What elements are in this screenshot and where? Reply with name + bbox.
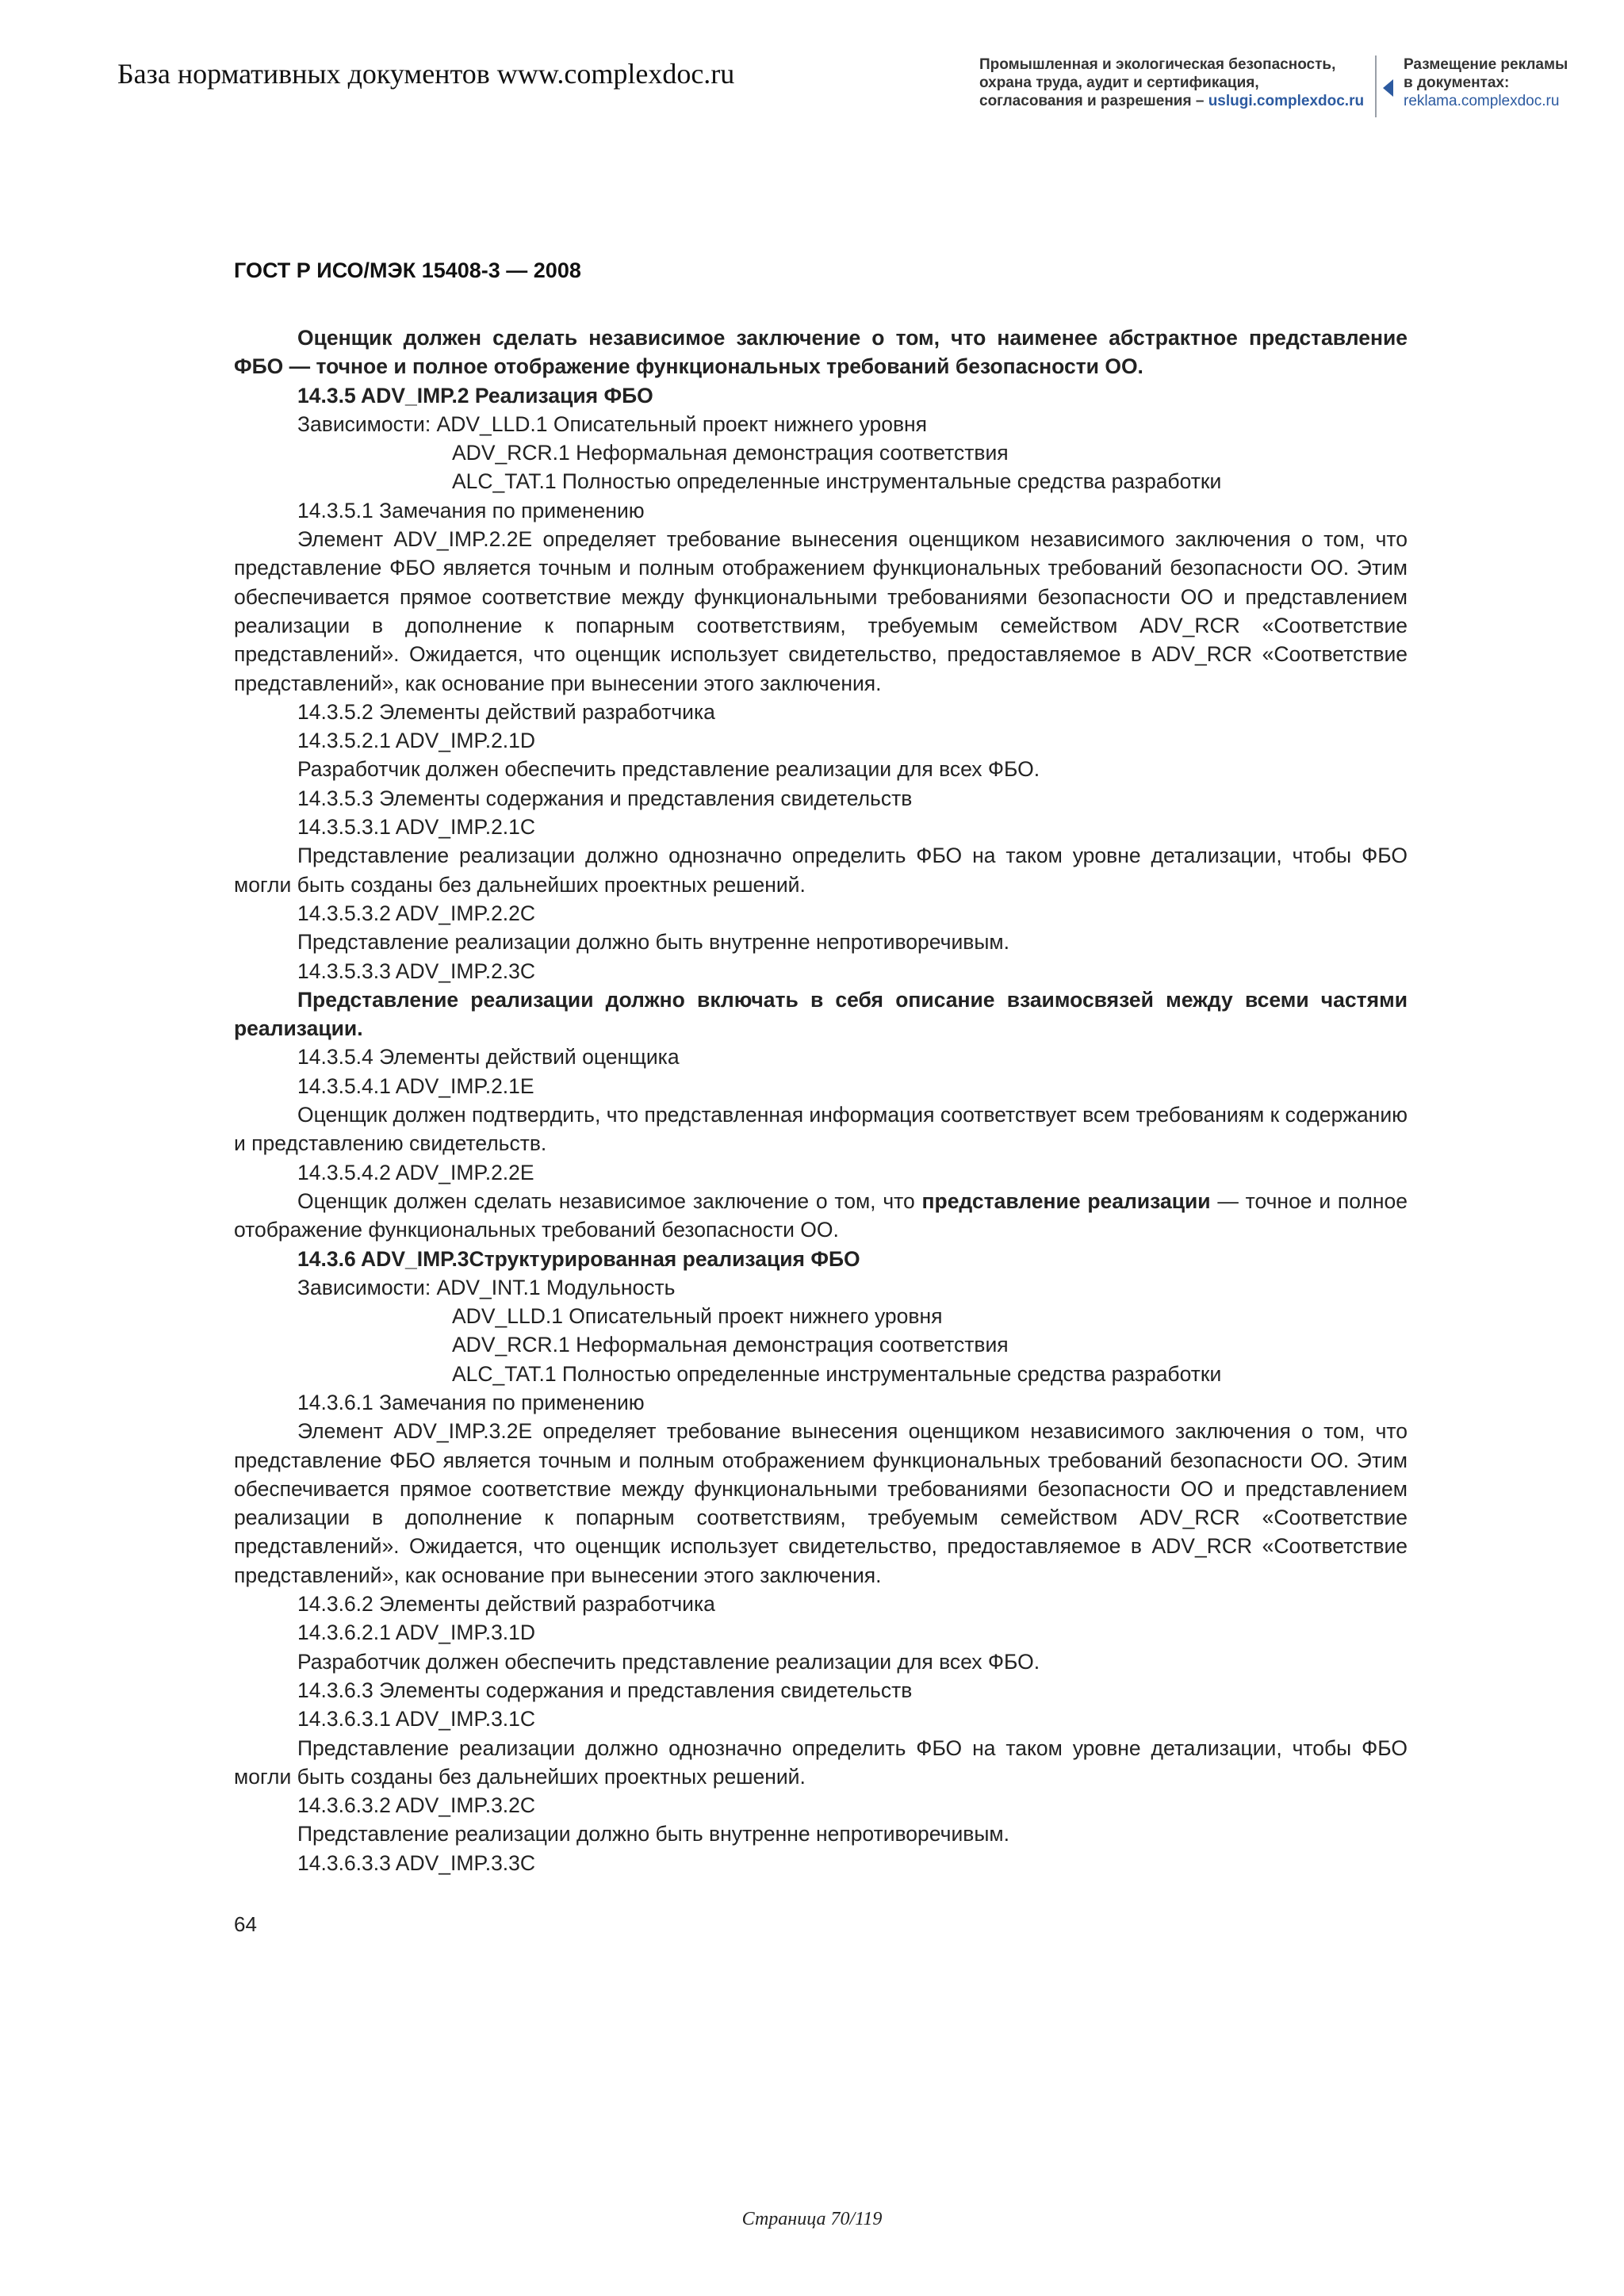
element-id: 14.3.5.2.1 ADV_IMP.2.1D [297,729,536,753]
standard-header: ГОСТ Р ИСО/МЭК 15408-3 — 2008 [234,258,581,282]
subsection-heading: 14.3.6.3 Элементы содержания и представления свидетельств [297,1678,913,1702]
text-run: — точное и полное отображение функциональных требований безопасности ОО. [234,1188,1408,1242]
page-indicator: Страница 70/119 [741,2209,883,2229]
paragraph: Зависимости: ADV_LLD.1 Описательный проект нижнего уровня [297,411,928,436]
paragraph: Представление реализации должно быть внутренне непротиворечивым. [297,1822,1009,1846]
paragraph: Оценщик должен подтвердить, что представленная информация соответствует всем требованиям к содержанию и представлению свидетельств. [234,1103,1408,1156]
dependency-item: ALC_TAT.1 Полностью определенные инструментальные средства разработки [452,469,1222,494]
element-id: 14.3.6.3.1 ADV_IMP.3.1C [297,1707,536,1732]
promo-services-line3 [979,92,1368,110]
promo-divider [1375,55,1377,117]
dependency-item: ADV_LLD.1 Описательный проект нижнего уровня [452,1304,943,1329]
paragraph: Представление реализации должно включать в себя описание взаимосвязей между всеми частями реализации. [234,987,1408,1041]
dependency-item: ADV_RCR.1 Неформальная демонстрация соответствия [452,1333,1009,1357]
page-number: 64 [234,1912,257,1936]
promo-services-line3-text: согласования и разрешения – [979,93,1208,109]
subsection-heading: 14.3.5.4 Элементы действий оценщика [297,1045,680,1070]
promo-services-line2: охрана труда, аудит и сертификация, [979,75,1259,91]
paragraph [234,1187,1408,1245]
paragraph: Зависимости: ADV_INT.1 Модульность [297,1275,676,1299]
element-id: 14.3.5.3.2 ADV_IMP.2.2C [297,901,536,925]
paragraph: Разработчик должен обеспечить представление реализации для всех ФБО. [297,757,1040,782]
element-id: 14.3.5.4.2 ADV_IMP.2.2E [297,1160,534,1184]
text-run: Оценщик должен сделать независимое заключение о том, что [297,1188,922,1213]
promo-advertising-line1: Размещение рекламы [1404,56,1568,73]
section-heading: 14.3.5 ADV_IMP.2 Реализация ФБО [297,383,653,408]
promo-advertising [1404,55,1618,110]
uslugi-link[interactable]: uslugi.complexdoc.ru [1208,93,1365,109]
subsection-heading: 14.3.5.1 Замечания по применению [297,498,645,522]
paragraph: Представление реализации должно быть внутренне непротиворечивым. [297,930,1009,955]
reklama-link[interactable]: reklama.complexdoc.ru [1404,93,1560,109]
paragraph: Представление реализации должно однозначно определить ФБО на таком уровне детализации, чтобы ФБО могли быть созданы без дальнейших проектных решений. [234,844,1408,897]
arrow-left-icon [1383,79,1393,97]
dependency-item: ADV_RCR.1 Неформальная демонстрация соответствия [452,441,1009,465]
element-id: 14.3.5.3.3 ADV_IMP.2.3C [297,959,536,983]
paragraph: Элемент ADV_IMP.3.2E определяет требование вынесения оценщиком независимого заключения о том, что представление ФБО является точным и полным отображением функциональных требований безопасности ОО. Этим обеспечивается прямое соответствие между функциональными требованиями безопасности ОО и представлением реализации в дополнение к попарным соответствиям, требуемым семейством ADV_RCR «Соответствие представлений». Ожидается, что оценщик использует свидетельство, предоставляемое в ADV_RCR «Соответствие представлений», как основание при вынесении этого заключения. [234,1419,1408,1587]
promo-advertising-line2: в документах: [1404,75,1510,91]
promo-services-line1: Промышленная и экологическая безопасность, [979,56,1336,73]
paragraph: Элемент ADV_IMP.2.2E определяет требование вынесения оценщиком независимого заключения о том, что представление ФБО является точным и полным отображением функциональных требований безопасности ОО. Этим обеспечивается прямое соответствие между функциональными требованиями безопасности ОО и представлением реализации в дополнение к попарным соответствиям, требуемым семейством ADV_RCR «Соответствие представлений». Ожидается, что оценщик использует свидетельство, предоставляемое в ADV_RCR «Соответствие представлений», как основание при вынесении этого заключения. [234,527,1408,695]
element-id: 14.3.6.3.2 ADV_IMP.3.2C [297,1793,536,1818]
dependency-item: ALC_TAT.1 Полностью определенные инструментальные средства разработки [452,1361,1222,1386]
subsection-heading: 14.3.6.1 Замечания по применению [297,1390,645,1414]
element-id: 14.3.5.3.1 ADV_IMP.2.1C [297,815,536,840]
text-run-bold: представление реализации [921,1188,1211,1213]
subsection-heading: 14.3.6.2 Элементы действий разработчика [297,1592,715,1617]
subsection-heading: 14.3.5.3 Элементы содержания и представления свидетельств [297,786,913,810]
paragraph: Оценщик должен сделать независимое заключение о том, что наименее абстрактное представление ФБО — точное и полное отображение функциональных требований безопасности ОО. [234,326,1408,379]
element-id: 14.3.6.2.1 ADV_IMP.3.1D [297,1621,536,1645]
site-title: База нормативных документов www.complexdoc.ru [117,58,735,90]
element-id: 14.3.6.3.3 ADV_IMP.3.3C [297,1850,536,1875]
element-id: 14.3.5.4.1 ADV_IMP.2.1E [297,1073,534,1098]
paragraph: Представление реализации должно однозначно определить ФБО на таком уровне детализации, чтобы ФБО могли быть созданы без дальнейших проектных решений. [234,1735,1408,1789]
document-body [234,323,1408,1877]
section-heading: 14.3.6 ADV_IMP.3Структурированная реализация ФБО [297,1246,860,1271]
paragraph: Разработчик должен обеспечить представление реализации для всех ФБО. [297,1649,1040,1674]
subsection-heading: 14.3.5.2 Элементы действий разработчика [297,699,715,724]
promo-services [979,55,1368,110]
